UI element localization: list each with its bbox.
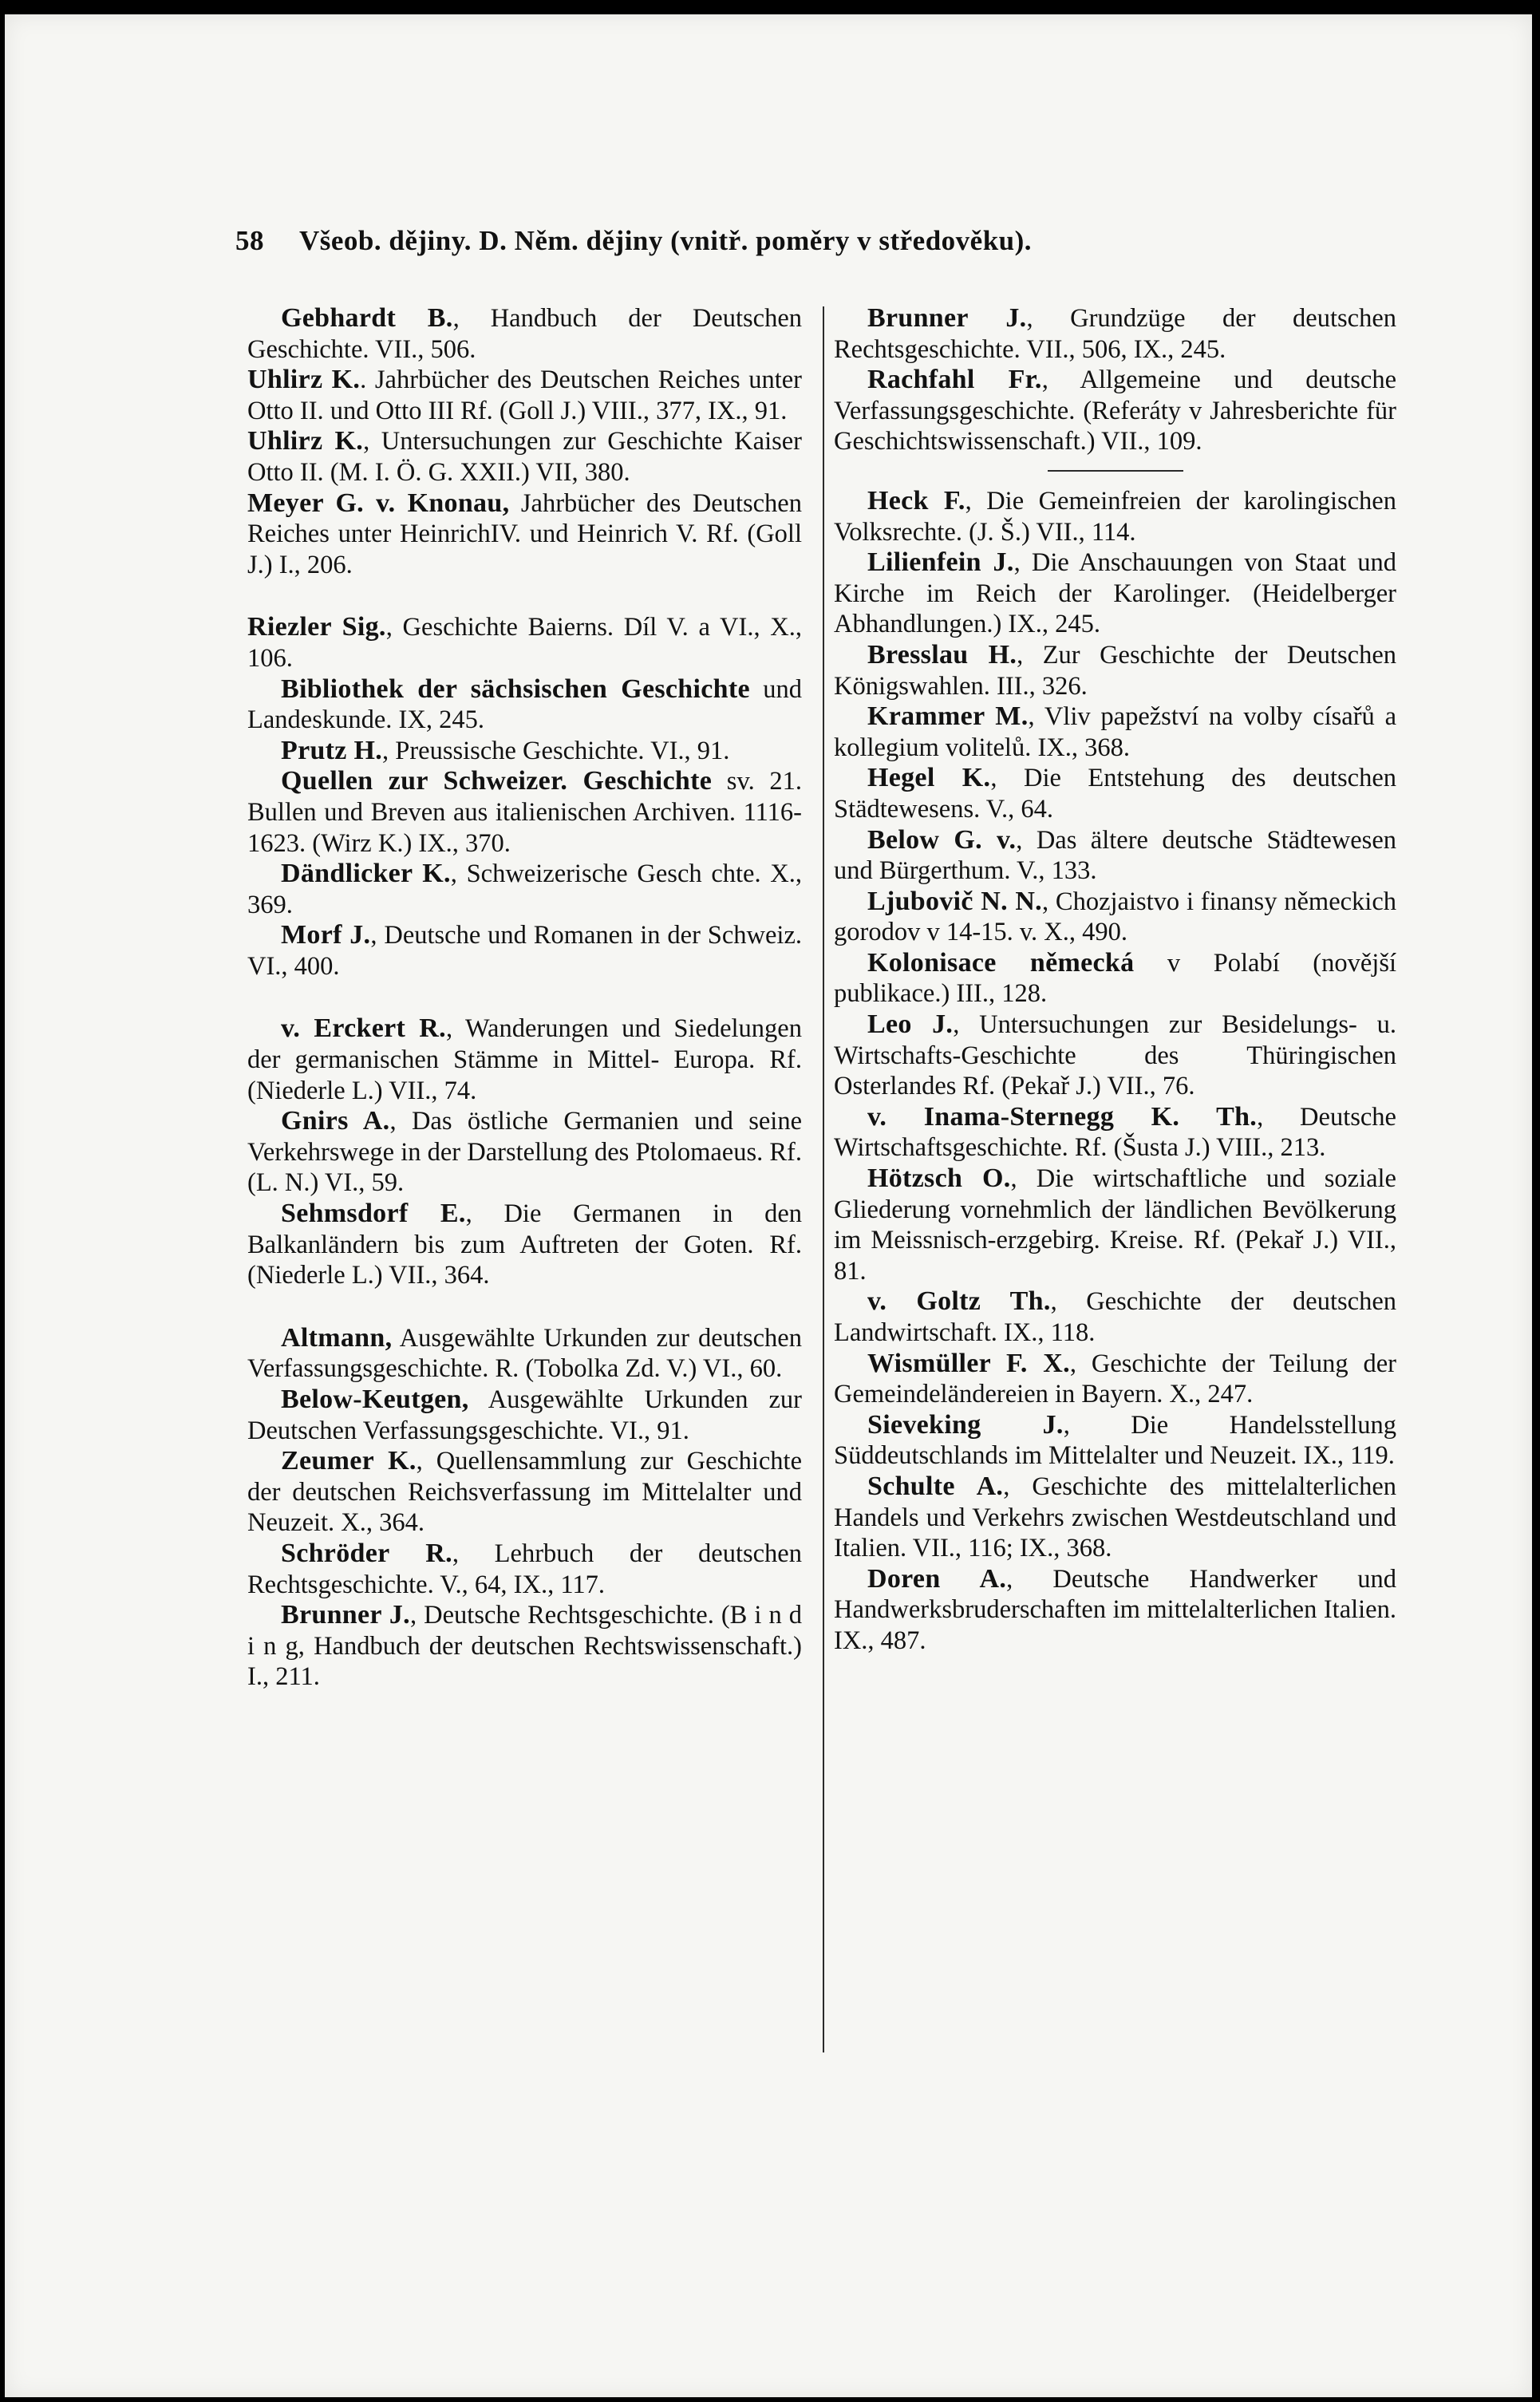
entry-text: , Die Gemeinfreien der karolingischen Volksrechte. (J. Š.) VII., 114. [834,486,1396,547]
entry-author: Schröder R. [281,1538,452,1568]
entry-text: v Polabí (novější publikace.) III., 128. [834,948,1396,1009]
entry-text: , Untersuchungen zur Besidelungs- u. Wirtschafts-Geschichte des Thüringischen Osterlandes Rf. (Pekař J.) VII., 76. [834,1010,1396,1101]
entry-text: , Die Handelsstellung Süddeutschlands im Mittelalter und Neuzeit. IX., 119. [834,1410,1396,1471]
entry-text: , Das östliche Germanien und seine Verkehrswege in der Darstellung des Ptolomaeus. Rf. (L. N.) VI., 59. [247,1107,802,1198]
bib-entry [834,763,1396,824]
section-gap [247,982,802,1013]
bib-entry [247,766,802,859]
entry-text: , Grundzüge der deutschen Rechtsgeschichte. VII., 506, IX., 245. [834,304,1396,364]
entry-author: v. Goltz Th. [867,1286,1051,1317]
entry-text: , Die Germanen in den Balkanländern bis zum Auftreten der Goten. Rf. (Niederle L.) VII., 364. [247,1199,802,1290]
entry-text: Ausgewählte Urkunden zur deutschen Verfassungsgeschichte. R. (Tobolka Zd. V.) VI., 60. [247,1323,802,1384]
entry-text: , Deutsche Handwerker und Handwerksbruderschaften im mittelalterlichen Italien. IX., 487. [834,1564,1396,1655]
bib-entry [247,488,802,581]
bib-entry [834,825,1396,887]
entry-text: , Deutsche Wirtschaftsgeschichte. Rf. (Šusta J.) VIII., 213. [834,1102,1396,1163]
entry-text: , Geschichte der deutschen Landwirtschaft. IX., 118. [834,1287,1396,1347]
entry-text: , Die Anschauungen von Staat und Kirche im Reich der Karolinger. (Heidelberger Abhandlungen.) IX., 245. [834,548,1396,639]
entry-text: , Die Entstehung des deutschen Städtewesens. V., 64. [834,764,1396,824]
entry-author: Brunner J. [867,303,1027,333]
bib-entry [247,736,802,767]
entry-text: , Quellensammlung zur Geschichte der deutschen Reichsverfassung im Mittelalter und Neuzeit. X., 364. [247,1447,802,1538]
entry-author: Dändlicker K. [281,859,451,889]
entry-text: , Die wirtschaftliche und soziale Gliederung vornehmlich der ländlichen Bevölkerung im Meissnisch-erzgebirg. Kreise. Rf. (Pekař J.) VII., 81. [834,1164,1396,1286]
entry-text: , Allgemeine und deutsche Verfassungsgeschichte. (Referáty v Jahresberichte für Geschichtswissenschaft.) VII., 109. [834,365,1396,456]
entry-author: Hötzsch O. [867,1163,1011,1194]
entry-author: Gebhardt B. [281,303,453,333]
entry-author: Meyer G. v. Knonau, [247,488,510,518]
entry-author: Ljubovič N. N. [867,886,1042,916]
bib-entry [247,920,802,982]
bib-entry [247,1385,802,1446]
section-gap [247,1291,802,1323]
entry-author: Lilienfein J. [867,547,1014,578]
bib-entry [834,547,1396,640]
bib-entry [834,1410,1396,1472]
entry-text: , Vliv papežství na volby císařů a kollegium volitelů. IX., 368. [834,702,1397,762]
entry-text: Jahrbücher des Deutschen Reiches unter HeinrichIV. und Heinrich V. Rf. (Goll J.) I., 206. [247,488,802,579]
bib-entry [834,365,1396,457]
entry-author: Gnirs A. [281,1106,390,1136]
entry-text: Ausgewählte Urkunden zur Deutschen Verfassungsgeschichte. VI., 91. [247,1385,802,1445]
entry-author: Morf J. [281,920,371,950]
entry-text: , Deutsche und Romanen in der Schweiz. VI., 400. [247,921,802,981]
entry-author: Riezler Sig. [247,612,386,642]
bib-entry [247,612,802,674]
entry-author: v. Erckert R. [281,1013,446,1044]
entry-text: , Lehrbuch der deutschen Rechtsgeschichte. V., 64, IX., 117. [247,1539,802,1599]
entry-text: , Wanderungen und Siedelungen der germanischen Stämme in Mittel- Europa. Rf. (Niederle L.) VII., 74. [247,1014,802,1105]
bib-entry [247,365,802,426]
bib-entry [247,674,802,736]
bib-entry [834,486,1396,547]
bib-entry [247,1539,802,1600]
entry-text: sv. 21. Bullen und Breven aus italienischen Archiven. 1116-1623. (Wirz K.) IX., 370. [247,767,802,858]
entry-author: v. Inama-Sternegg K. Th. [867,1101,1258,1132]
column-divider [823,306,824,2052]
entry-author: Kolonisace německá [867,947,1135,978]
entry-author: Quellen zur Schweizer. Geschichte [281,766,713,796]
entry-author: Brunner J. [281,1600,410,1630]
entry-author: Altmann, [281,1322,393,1353]
entry-text: , Deutsche Rechtsgeschichte. (B i n d i n g, Handbuch der deutschen Rechtswissenschaft.) I., 211. [247,1601,802,1692]
entry-text: , Zur Geschichte der Deutschen Königswahlen. III., 326. [834,640,1397,701]
bib-entry [247,303,802,365]
bib-entry [834,1472,1396,1564]
bib-entry [834,948,1396,1009]
entry-text: , Chozjaistvo i finansy německich gorodov v 14-15. v. X., 490. [834,887,1396,947]
entry-author: Wismüller F. X. [867,1348,1070,1378]
bib-entry [247,1013,802,1106]
bib-entry [247,1446,802,1539]
entry-text: , Geschichte der Teilung der Gemeindeländereien in Bayern. X., 247. [834,1349,1396,1409]
bib-entry [247,1106,802,1199]
entry-text: , Untersuchungen zur Geschichte Kaiser Otto II. (M. I. Ö. G. XXII.) VII, 380. [247,427,802,487]
entry-author: Bresslau H. [867,639,1017,670]
bib-entry [247,1323,802,1385]
page-number: 58 [235,225,264,256]
entry-text: , Handbuch der Deutschen Geschichte. VII., 506. [247,304,802,364]
bib-entry [247,1600,802,1693]
page-header [235,225,1408,257]
bib-entry [247,426,802,488]
entry-author: Uhlirz K. [247,426,364,456]
entry-author: Doren A. [867,1563,1007,1594]
bib-entry [834,1009,1396,1102]
bib-entry [834,1564,1396,1657]
entry-text: . Jahrbücher des Deutschen Reiches unter Otto II. und Otto III Rf. (Goll J.) VIII., 377, IX., 91. [247,365,802,425]
entry-author: Krammer M. [867,701,1029,732]
entry-text: , Das ältere deutsche Städtewesen und Bürgerthum. V., 133. [834,825,1396,886]
bib-entry [834,1163,1396,1286]
bib-entry [834,1102,1396,1163]
entry-text: , Schweizerische Gesch chte. X., 369. [247,859,802,919]
section-gap [247,580,802,612]
entry-text: , Geschichte des mittelalterlichen Handels und Verkehrs zwischen Westdeutschland und Italien. VII., 116; IX., 368. [834,1472,1396,1563]
entry-author: Hegel K. [867,763,991,793]
entry-author: Leo J. [867,1009,954,1040]
entry-author: Prutz H. [281,735,383,765]
bib-entry [834,1349,1396,1410]
running-title: Všeob. dějiny. D. Něm. dějiny (vnitř. poměry v středověku). [299,225,1033,256]
entry-text: , Preussische Geschichte. VI., 91. [382,736,730,765]
entry-author: Below-Keutgen, [281,1385,469,1414]
left-column [247,303,802,1693]
entry-author: Uhlirz K. [247,365,361,395]
right-column [834,303,1396,1657]
bib-entry [834,640,1396,701]
bib-entry [834,887,1396,948]
entry-text: , Geschichte Baierns. Díl V. a VI., X., 106. [247,613,802,673]
entry-author: Rachfahl Fr. [867,365,1042,395]
entry-author: Sieveking J. [867,1409,1064,1440]
bib-entry [247,859,802,920]
bib-entry [834,303,1396,365]
entry-author: Heck F. [867,485,965,516]
entry-author: Below G. v. [867,824,1017,855]
entry-author: Zeumer K. [281,1446,417,1476]
bib-entry [834,1286,1396,1348]
entry-text: und Landeskunde. IX, 245. [247,674,802,735]
entry-author: Bibliothek der sächsischen Geschichte [281,674,750,704]
entry-author: Schulte A. [867,1471,1004,1501]
bib-entry [247,1199,802,1291]
bib-entry [834,701,1396,763]
entry-author: Sehmsdorf E. [281,1199,466,1229]
section-rule [1048,470,1183,472]
